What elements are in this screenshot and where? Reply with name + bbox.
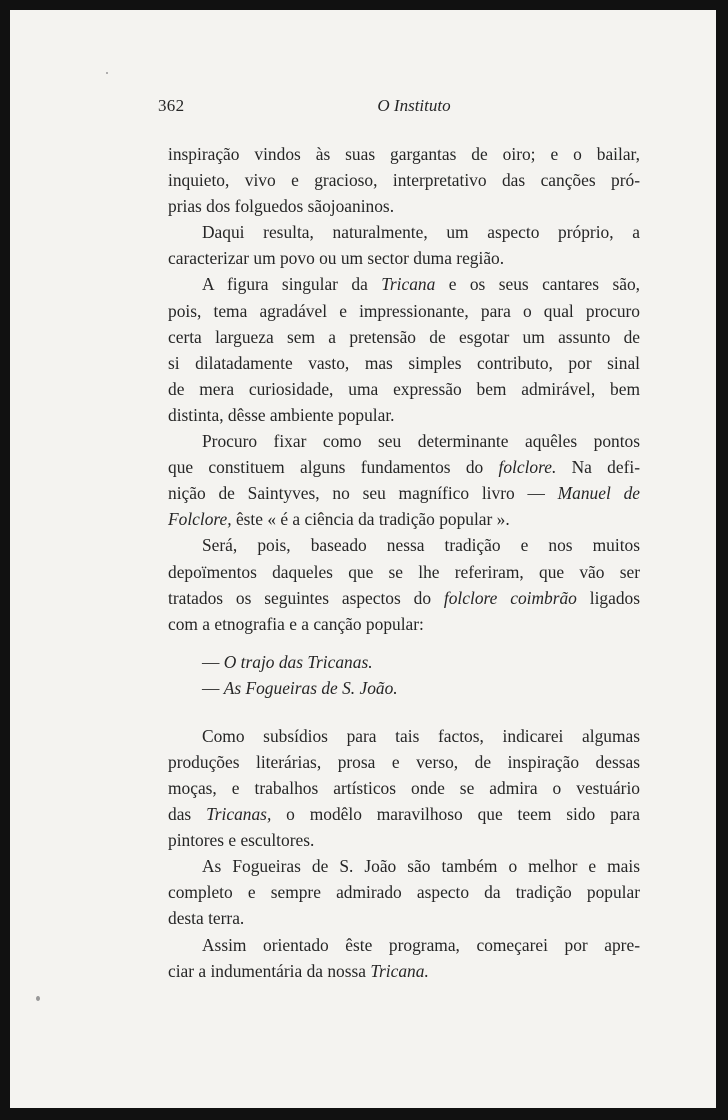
text-line bbox=[168, 376, 640, 402]
text-segment: prias dos folguedos sãojoaninos. bbox=[168, 196, 395, 217]
text-segment: com a etnografia e a canção popular: bbox=[168, 613, 424, 634]
text-line bbox=[168, 958, 640, 984]
text-segment: tratados os seguintes aspectos do bbox=[168, 587, 444, 608]
text-segment: — bbox=[202, 677, 224, 698]
text-block-2 bbox=[168, 723, 640, 984]
italic-text: Tricana. bbox=[370, 960, 429, 981]
text-line bbox=[168, 932, 640, 958]
spacer bbox=[168, 701, 640, 723]
text-line bbox=[168, 532, 640, 558]
text-line bbox=[168, 853, 640, 879]
spacer bbox=[168, 637, 640, 649]
text-block-1 bbox=[168, 141, 640, 637]
text-line bbox=[168, 454, 640, 480]
text-segment: completo e sempre admirado aspecto da tradição popular bbox=[168, 882, 640, 903]
text-segment: caracterizar um povo ou um sector duma região. bbox=[168, 248, 505, 269]
page-number: 362 bbox=[158, 96, 185, 115]
text-segment: desta terra. bbox=[168, 908, 245, 929]
text-line bbox=[168, 559, 640, 585]
italic-text: As Fogueiras de S. João. bbox=[223, 677, 398, 698]
italic-text: Tricana bbox=[381, 274, 436, 295]
text-segment: pintores e escultores. bbox=[168, 830, 315, 851]
italic-text: folclore. bbox=[498, 457, 557, 478]
text-line bbox=[168, 801, 640, 827]
text-line bbox=[168, 324, 640, 350]
text-segment: ciar a indumentária da nossa bbox=[168, 960, 371, 981]
italic-text: Folclore, bbox=[168, 509, 232, 530]
text-line bbox=[168, 428, 640, 454]
text-segment: certa largueza sem a pretensão de esgotar um assunto de bbox=[168, 326, 640, 347]
text-segment: Daqui resulta, naturalmente, um aspecto próprio, a bbox=[202, 222, 640, 243]
italic-text: Tricanas, bbox=[206, 804, 272, 825]
text-line bbox=[168, 585, 640, 611]
text-line bbox=[168, 141, 640, 167]
text-line bbox=[168, 827, 640, 853]
text-segment: das bbox=[168, 804, 207, 825]
text-segment: êste « é a ciência da tradição popular ». bbox=[231, 509, 510, 530]
text-line bbox=[168, 402, 640, 428]
text-segment: Como subsídios para tais factos, indicarei algumas bbox=[202, 725, 640, 746]
text-segment: o modêlo maravilhoso que teem sido para bbox=[271, 804, 641, 825]
list-item bbox=[168, 649, 640, 675]
text-segment: moças, e trabalhos artísticos onde se admira o vestuário bbox=[168, 777, 640, 798]
text-line bbox=[168, 723, 640, 749]
text-segment: ligados bbox=[576, 587, 640, 608]
text-segment: Será, pois, baseado nessa tradição e nos muitos bbox=[202, 535, 640, 556]
italic-text: folclore coimbrão bbox=[443, 587, 577, 608]
text-segment: inquieto, vivo e gracioso, interpretativo das canções pró- bbox=[168, 170, 640, 191]
text-segment: de mera curiosidade, uma expressão bem admirável, bem bbox=[168, 378, 640, 399]
text-segment: A figura singular da bbox=[202, 274, 382, 295]
text-line bbox=[168, 219, 640, 245]
page-header bbox=[158, 96, 640, 120]
topic-list bbox=[168, 649, 640, 701]
text-segment: pois, tema agradável e impressionante, para o qual procuro bbox=[168, 300, 640, 321]
text-segment: distinta, dêsse ambiente popular. bbox=[168, 404, 395, 425]
text-segment: Procuro fixar como seu determinante aquêles pontos bbox=[202, 431, 640, 452]
text-segment: depoïmentos daqueles que se lhe referiram, que vão ser bbox=[168, 561, 640, 582]
running-title: O Instituto bbox=[377, 96, 451, 115]
italic-text: O trajo das Tricanas. bbox=[223, 651, 373, 672]
text-segment: nição de Saintyves, no seu magnífico livro — bbox=[168, 483, 558, 504]
text-line bbox=[168, 245, 640, 271]
text-line bbox=[168, 611, 640, 637]
text-line bbox=[168, 271, 640, 297]
text-line bbox=[168, 350, 640, 376]
text-segment: que constituem alguns fundamentos do bbox=[168, 457, 499, 478]
body-text bbox=[168, 141, 640, 984]
text-segment: — bbox=[202, 651, 224, 672]
text-line bbox=[168, 775, 640, 801]
text-segment: produções literárias, prosa e verso, de inspiração dessas bbox=[168, 751, 640, 772]
italic-text: Manuel de bbox=[557, 483, 640, 504]
text-segment: As Fogueiras de S. João são também o melhor e mais bbox=[202, 856, 640, 877]
paper-speck bbox=[36, 996, 40, 1001]
paper-speck bbox=[106, 72, 108, 74]
text-segment: inspiração vindos às suas gargantas de oiro; e o bailar, bbox=[168, 144, 640, 164]
text-line bbox=[168, 167, 640, 193]
text-line bbox=[168, 298, 640, 324]
text-line bbox=[168, 905, 640, 931]
text-segment: Assim orientado êste programa, começarei por apre- bbox=[202, 934, 640, 955]
text-line bbox=[168, 193, 640, 219]
list-item bbox=[168, 675, 640, 701]
text-line bbox=[168, 506, 640, 532]
text-segment: si dilatadamente vasto, mas simples contributo, por sinal bbox=[168, 352, 640, 373]
text-segment: e os seus cantares são, bbox=[435, 274, 640, 295]
text-segment: Na defi- bbox=[556, 457, 640, 478]
text-line bbox=[168, 879, 640, 905]
text-line bbox=[168, 480, 640, 506]
text-line bbox=[168, 749, 640, 775]
